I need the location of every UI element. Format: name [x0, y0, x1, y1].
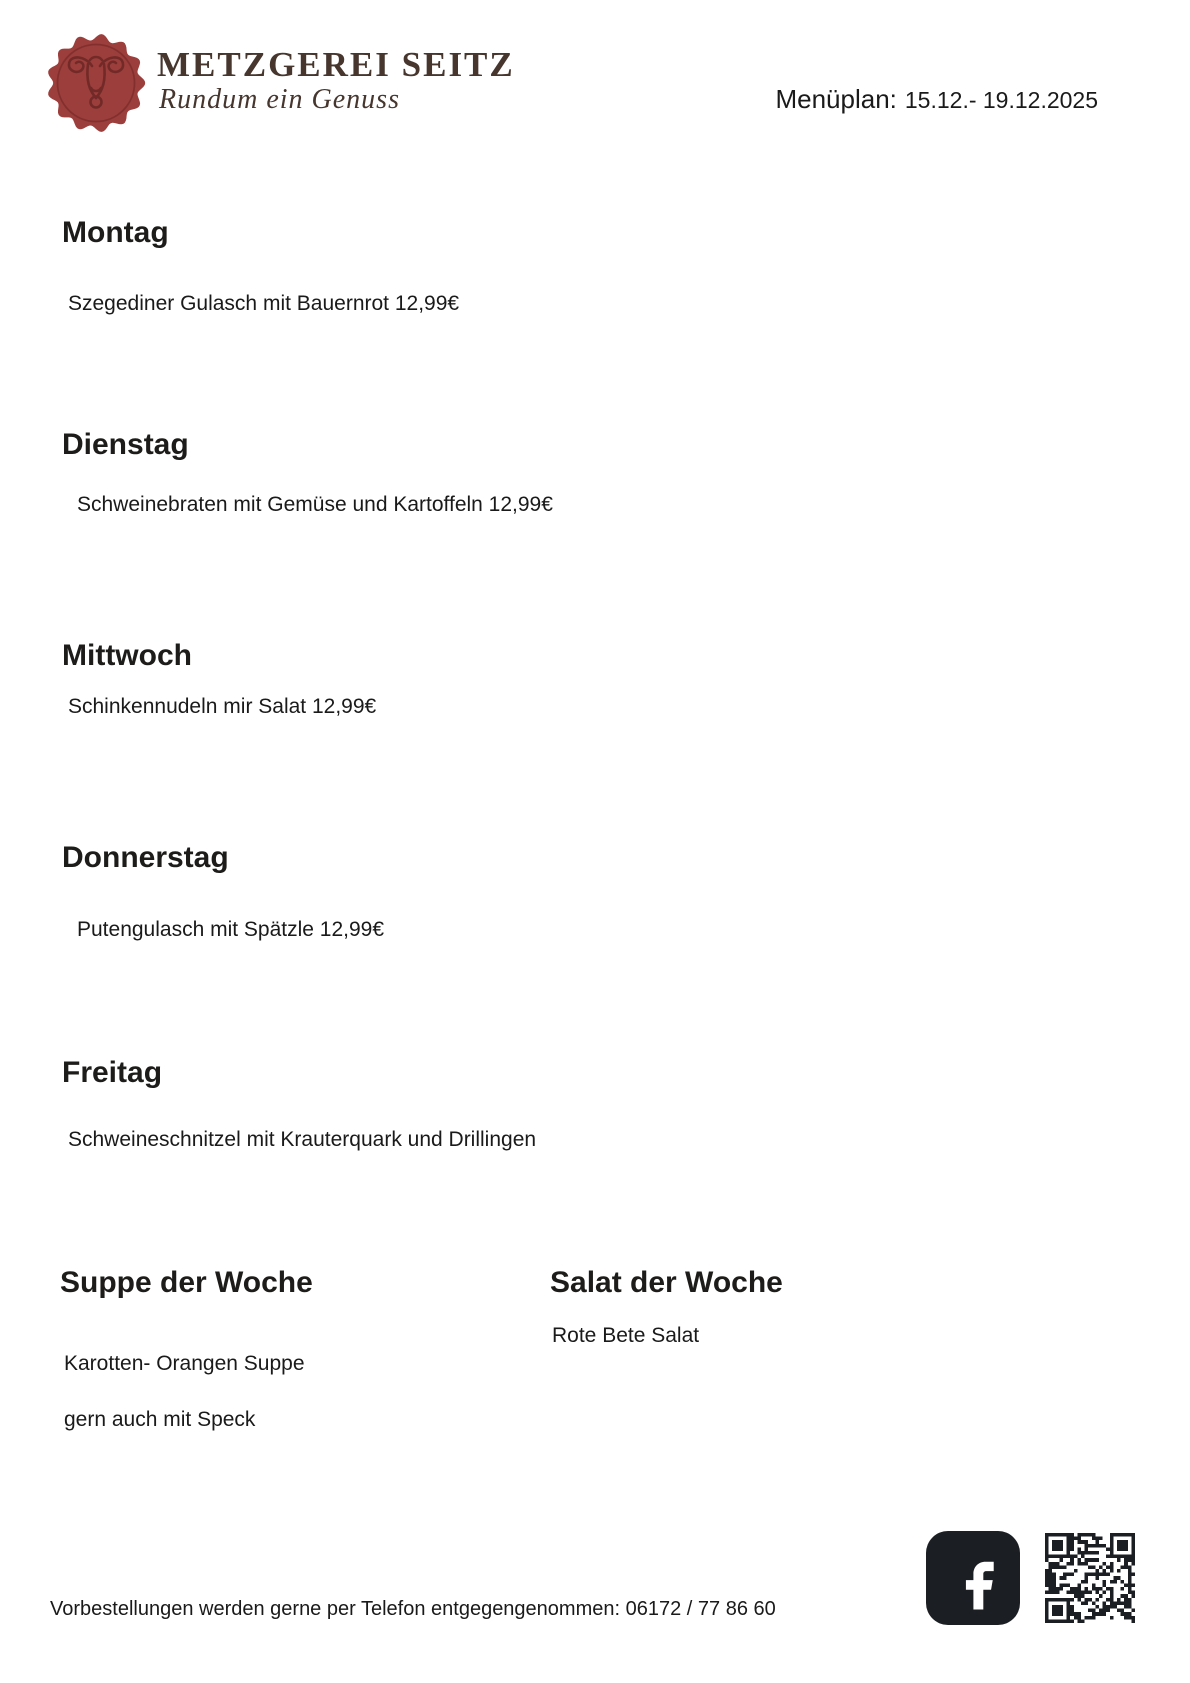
- qr-code: [1045, 1533, 1135, 1623]
- salad-of-week-heading: Salat der Woche: [550, 1266, 783, 1299]
- soup-of-week-text: [64, 1322, 305, 1434]
- soup-line-1: Karotten- Orangen Suppe: [64, 1352, 305, 1375]
- day-heading-mittwoch: Mittwoch: [62, 639, 192, 672]
- dish-montag: Szegediner Gulasch mit Bauernrot 12,99€: [68, 292, 460, 315]
- brand-name: METZGEREI SEITZ: [157, 45, 515, 84]
- brand-tagline: Rundum ein Genuss: [159, 84, 400, 115]
- soup-of-week-heading: Suppe der Woche: [60, 1266, 313, 1299]
- dish-mittwoch: Schinkennudeln mir Salat 12,99€: [68, 695, 377, 718]
- menu-plan-date-range: [775, 84, 1098, 115]
- day-heading-montag: Montag: [62, 216, 169, 249]
- menu-plan-label: Menüplan:: [775, 84, 897, 114]
- salad-of-week-text: Rote Bete Salat: [552, 1324, 700, 1347]
- day-heading-dienstag: Dienstag: [62, 428, 189, 461]
- facebook-icon[interactable]: [926, 1531, 1020, 1625]
- seal-edge: [48, 34, 145, 132]
- day-heading-freitag: Freitag: [62, 1056, 163, 1089]
- dish-dienstag: Schweinebraten mit Gemüse und Kartoffeln 12,99€: [77, 493, 553, 516]
- soup-line-2: gern auch mit Speck: [64, 1408, 256, 1431]
- dish-freitag: Schweineschnitzel mit Krauterquark und Drillingen: [68, 1128, 537, 1151]
- brand-seal-logo: [46, 30, 146, 136]
- dish-donnerstag: Putengulasch mit Spätzle 12,99€: [77, 918, 385, 941]
- footer-preorder-note: Vorbestellungen werden gerne per Telefon entgegengenommen: 06172 / 77 86 60: [50, 1598, 776, 1620]
- menu-plan-dates: 15.12.- 19.12.2025: [904, 87, 1098, 113]
- day-heading-donnerstag: Donnerstag: [62, 841, 229, 874]
